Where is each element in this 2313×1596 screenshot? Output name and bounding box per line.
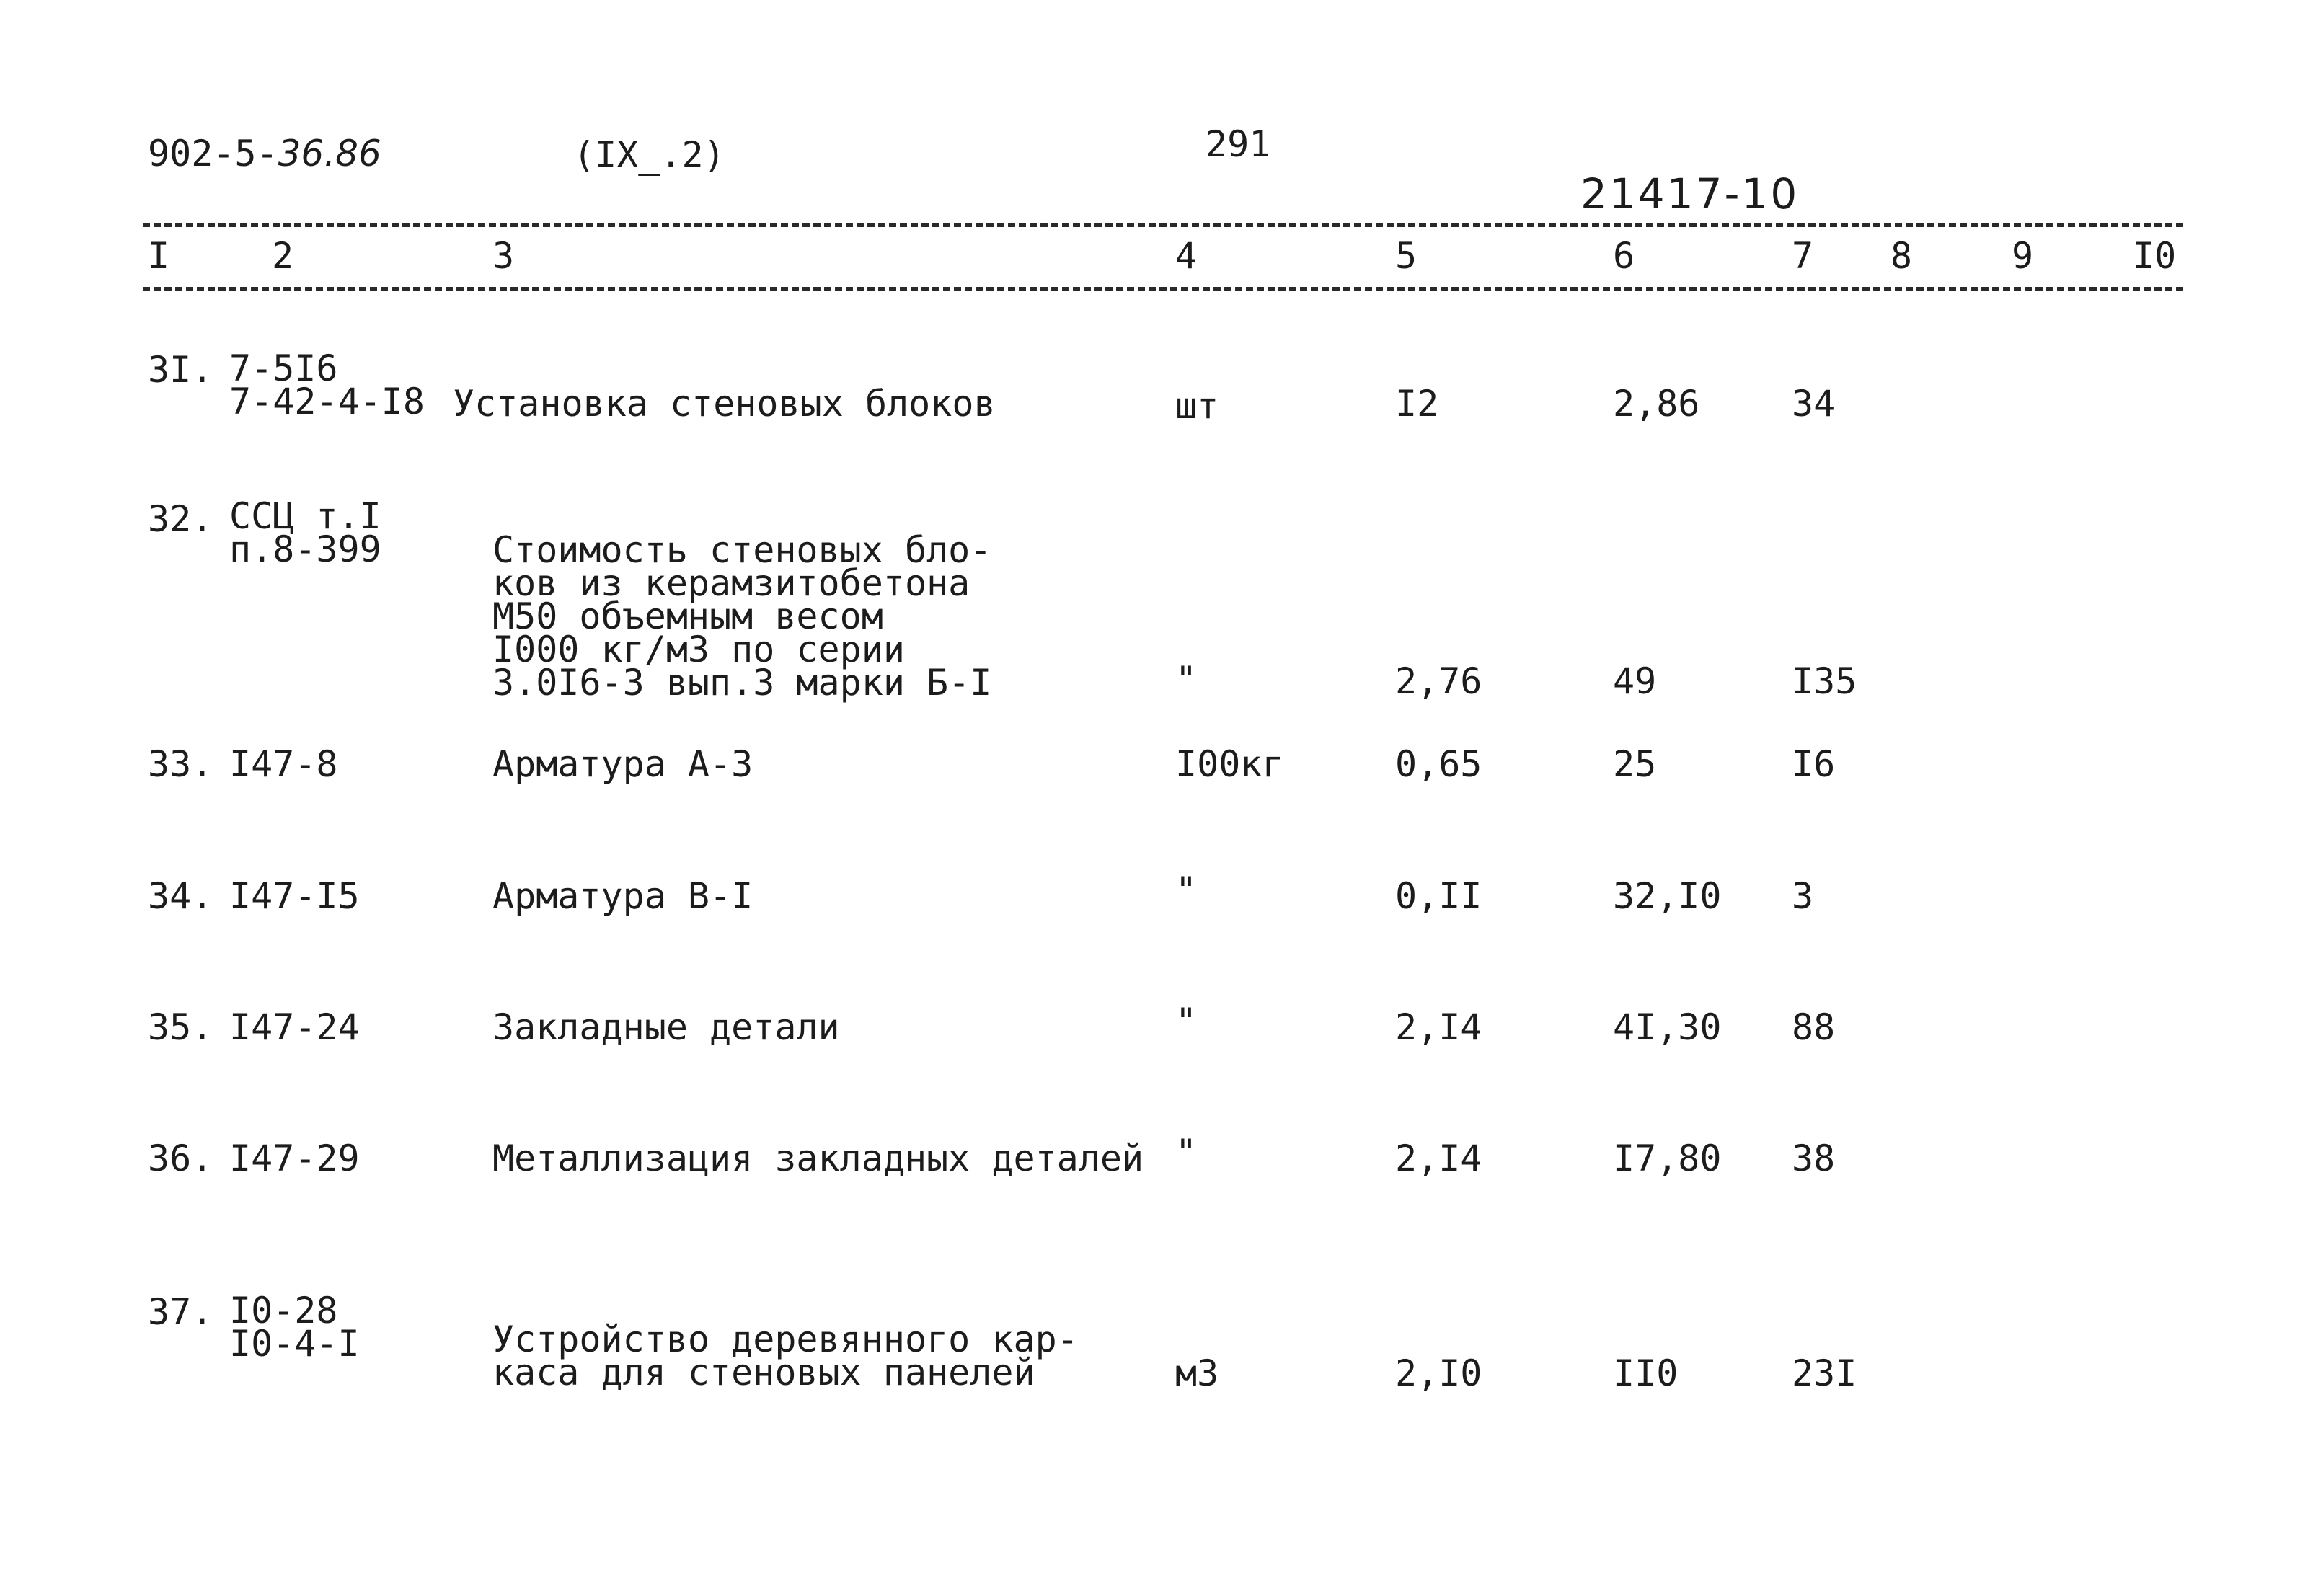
- row-quantity: 2,76: [1395, 660, 1482, 702]
- column-header-6: 6: [1613, 235, 1635, 277]
- document-code-printed: 902-5-: [148, 133, 278, 174]
- row-unit: ": [1175, 659, 1198, 701]
- row-work-name: Арматура А-3: [492, 743, 753, 785]
- column-header-5: 5: [1395, 235, 1418, 277]
- row-work-name: Закладные детали: [492, 1006, 840, 1048]
- row-work-name: Металлизация закладных деталей: [492, 1138, 1144, 1179]
- section-reference: (IX_.2): [573, 134, 725, 176]
- archive-stamp-number: 21417-10: [1580, 169, 1800, 218]
- row-code: I47-24: [229, 1006, 360, 1048]
- row-quantity: 2,I0: [1395, 1352, 1482, 1394]
- row-work-name: Стоимость стеновых бло- ков из керамзитобетона М50 объемным весом I000 кг/м3 по серии 3.0I6-3 вып.3 марки Б-I: [492, 529, 992, 704]
- row-code: 7-5I6 7-42-4-I8: [229, 347, 425, 422]
- row-total: 88: [1792, 1006, 1836, 1048]
- row-number: 3I.: [148, 349, 213, 391]
- row-quantity: 0,65: [1395, 743, 1482, 785]
- row-number: 36.: [148, 1138, 213, 1179]
- row-unit: шт: [1175, 385, 1219, 427]
- row-unit-price: 4I,30: [1613, 1006, 1722, 1048]
- row-quantity: 0,II: [1395, 875, 1482, 917]
- row-unit: ": [1175, 1132, 1198, 1174]
- row-unit-price: 2,86: [1613, 383, 1700, 425]
- row-quantity: I2: [1395, 383, 1439, 425]
- document-code: [148, 133, 381, 174]
- row-number: 32.: [148, 498, 213, 540]
- column-header-10: I0: [2133, 235, 2177, 277]
- row-total: 38: [1792, 1138, 1836, 1179]
- row-code: I47-8: [229, 743, 338, 785]
- row-code: I0-28 I0-4-I: [229, 1290, 360, 1365]
- row-code: ССЦ т.I п.8-399: [229, 495, 381, 570]
- column-header-8: 8: [1890, 235, 1913, 277]
- row-number: 37.: [148, 1291, 213, 1333]
- column-header-9: 9: [2012, 235, 2034, 277]
- row-unit: ": [1175, 1001, 1198, 1042]
- column-header-2: 2: [272, 235, 294, 277]
- row-unit: м3: [1175, 1352, 1219, 1394]
- row-unit-price: 32,I0: [1613, 875, 1722, 917]
- column-header-7: 7: [1792, 235, 1814, 277]
- row-number: 35.: [148, 1006, 213, 1048]
- column-header-1: I: [148, 235, 170, 277]
- row-unit-price: II0: [1613, 1352, 1679, 1394]
- row-unit-price: 25: [1613, 743, 1657, 785]
- row-work-name: Установка стеновых блоков: [453, 383, 996, 425]
- row-code: I47-I5: [229, 875, 360, 917]
- row-unit: ": [1175, 869, 1198, 911]
- column-header-3: 3: [492, 235, 515, 277]
- row-number: 34.: [148, 875, 213, 917]
- row-total: 23I: [1792, 1352, 1857, 1394]
- row-unit-price: 49: [1613, 660, 1657, 702]
- row-total: I35: [1792, 660, 1857, 702]
- column-header-4: 4: [1175, 235, 1198, 277]
- header-bottom-divider: [143, 287, 2183, 291]
- row-quantity: 2,I4: [1395, 1006, 1482, 1048]
- row-total: 3: [1792, 875, 1814, 917]
- row-unit: I00кг: [1175, 743, 1284, 785]
- row-total: I6: [1792, 743, 1836, 785]
- row-work-name: Арматура В-I: [492, 875, 753, 917]
- header-top-divider: [143, 223, 2183, 227]
- row-unit-price: I7,80: [1613, 1138, 1722, 1179]
- document-code-handwritten: 36.86: [278, 133, 381, 174]
- row-total: 34: [1792, 383, 1836, 425]
- row-number: 33.: [148, 743, 213, 785]
- row-quantity: 2,I4: [1395, 1138, 1482, 1179]
- page-number: 291: [1206, 123, 1271, 165]
- row-code: I47-29: [229, 1138, 360, 1179]
- row-work-name: Устройство деревянного кар- каса для стеновых панелей: [492, 1318, 1079, 1393]
